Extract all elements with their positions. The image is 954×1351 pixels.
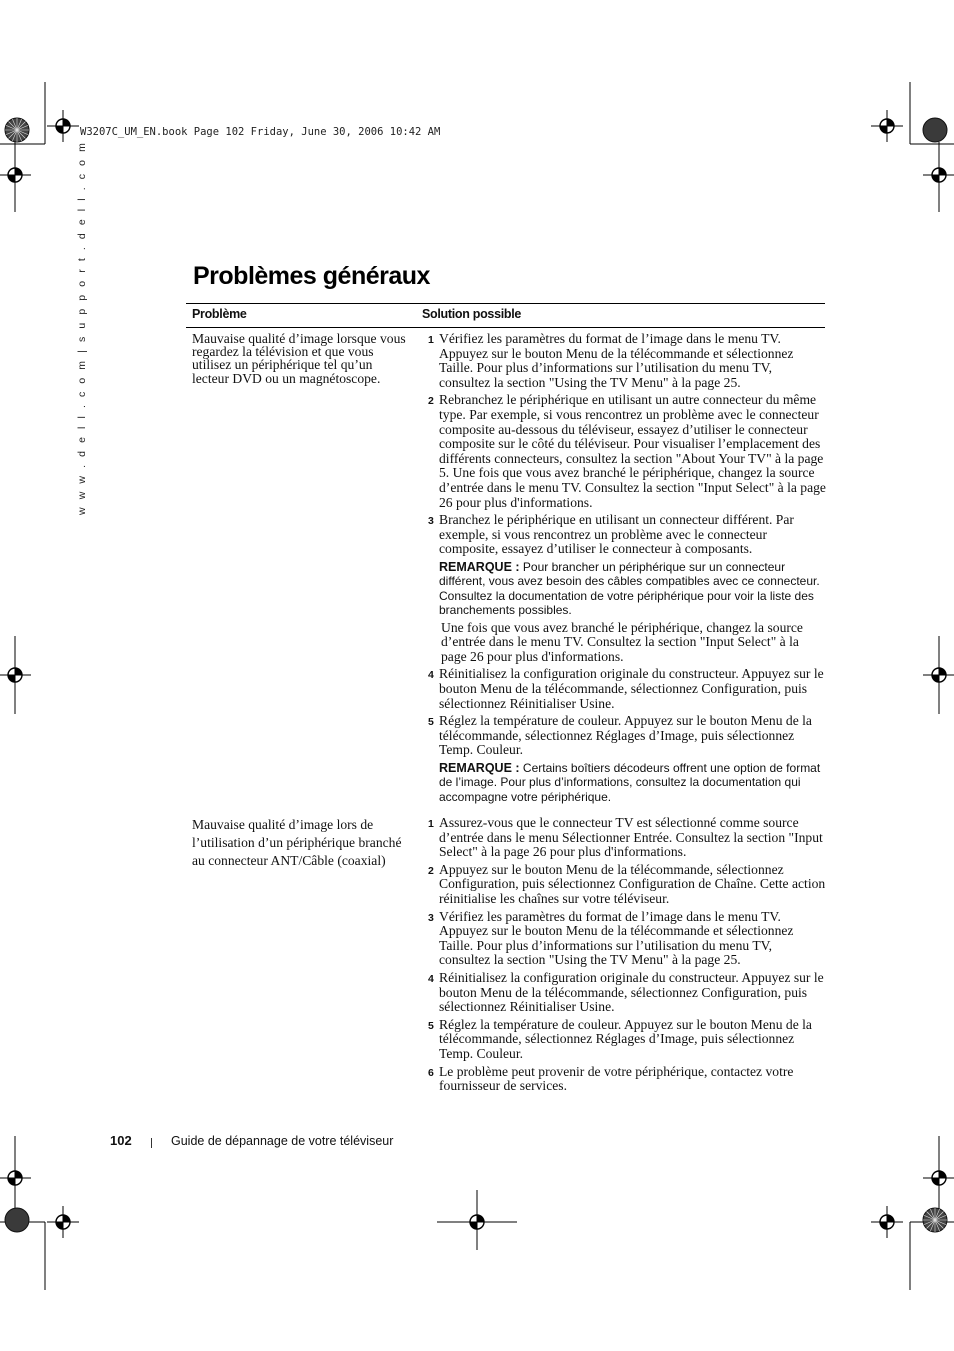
solution-cell-1 — [428, 332, 826, 807]
book-header-line: W3207C_UM_EN.book Page 102 Friday, June 30, 2006 10:42 AM — [80, 126, 441, 138]
step-number: 2 — [428, 864, 434, 877]
step-number: 1 — [428, 334, 434, 346]
step-text: Le problème peut provenir de votre périphérique, contactez votre fournisseur de services. — [439, 1063, 794, 1094]
step-number: 6 — [428, 1066, 434, 1079]
column-header-problem: Problème — [192, 307, 247, 321]
note-label: REMARQUE : — [439, 559, 520, 574]
solution-step — [428, 393, 826, 510]
solution-step — [428, 667, 826, 711]
step-text: Réglez la température de couleur. Appuyez sur le bouton Menu de la télécommande, sélectionnez Réglages d’Image, puis sélectionnez Temp. Couleur. — [439, 713, 812, 758]
footer-section-title: Guide de dépannage de votre téléviseur — [171, 1134, 394, 1148]
note-label: REMARQUE : — [439, 760, 520, 775]
step-text: Réinitialisez la configuration originale du constructeur. Appuyez sur le bouton Menu de la télécommande, sélectionnez Configuration, puis sélectionnez Réinitialiser Usine. — [439, 969, 824, 1015]
footer-separator — [151, 1138, 152, 1148]
step-number: 5 — [428, 716, 434, 729]
solution-step — [428, 971, 826, 1015]
solution-step — [428, 714, 826, 758]
problem-cell-1: Mauvaise qualité d’image lorsque vous regardez la télévision et que vous utilisez un périphérique tel qu’un lecteur DVD ou un magnétoscope. — [192, 331, 406, 386]
step-text: Réinitialisez la configuration originale du constructeur. Appuyez sur le bouton Menu de la télécommande, sélectionnez Configuration, puis sélectionnez Réinitialiser Usine. — [439, 666, 824, 711]
step-text: Vérifiez les paramètres du format de l’image dans le menu TV. Appuyez sur le bouton Menu de la télécommande et sélectionnez Taille. Pour plus d’informations sur l’utilisation du menu TV, consultez la section "Using the TV Menu" à la page 25. — [439, 908, 794, 968]
step-text: Branchez le périphérique en utilisant un connecteur différent. Par exemple, si vous rencontrez un problème avec le connecteur composite, essayez d’utiliser le connecteur à composants. — [439, 512, 794, 557]
step-text: Appuyez sur le bouton Menu de la télécommande, sélectionnez Configuration, puis sélectionnez Configuration de Chaîne. Cette action réinitialise les chaînes sur votre téléviseur. — [439, 861, 826, 906]
solution-step — [428, 816, 826, 860]
solution-step — [428, 1065, 826, 1094]
table-header-rule — [186, 327, 825, 328]
solution-step — [428, 910, 826, 968]
step-number: 4 — [428, 669, 434, 682]
note-text: Certains boîtiers décodeurs offrent une option de format de l’image. Pour plus d’informations, consultez la documentation qui accompagne votre périphérique. — [439, 760, 821, 804]
solution-step — [428, 332, 826, 390]
step-number: 4 — [428, 972, 434, 985]
step-number: 3 — [428, 515, 434, 528]
page-number: 102 — [110, 1133, 132, 1148]
step-text: Réglez la température de couleur. Appuyez sur le bouton Menu de la télécommande, sélectionnez Réglages d’Image, puis sélectionnez Temp. Couleur. — [439, 1016, 812, 1061]
step-number: 5 — [428, 1019, 434, 1032]
step-text: Assurez-vous que le connecteur TV est sélectionné comme source d’entrée dans le menu Sélectionner Entrée. Consultez la section "Input Select" à la page 26 pour plus d'informations. — [439, 815, 823, 860]
step-number: 2 — [428, 395, 434, 408]
solution-step — [428, 1018, 826, 1062]
problem-cell-2: Mauvaise qualité d’image lors de l’utilisation d’un périphérique branché au connecteur ANT/Câble (coaxial) — [192, 817, 402, 868]
side-url: w w w . d e l l . c o m | s u p p o r t . d e l l . c o m — [76, 140, 88, 515]
solution-step — [428, 863, 826, 907]
column-header-solution: Solution possible — [422, 307, 522, 321]
step-number: 1 — [428, 818, 434, 830]
solution-step — [428, 513, 826, 557]
page-title: Problèmes généraux — [193, 262, 430, 290]
note-block — [428, 761, 826, 804]
note-text: Pour brancher un périphérique sur un connecteur différent, vous avez besoin des câbles compatibles avec ce connecteur. Consultez la documentation de votre périphérique pour voir la liste des branchements possibles. — [439, 559, 820, 618]
step-continuation: Une fois que vous avez branché le périphérique, changez la source d’entrée dans le menu TV. Consultez la section "Input Select" à la page 26 pour plus d'informations. — [441, 619, 803, 664]
note-block — [428, 560, 826, 618]
solution-cell-2 — [428, 816, 826, 1097]
step-number: 3 — [428, 911, 434, 924]
table-top-rule — [186, 303, 825, 304]
step-text: Rebranchez le périphérique en utilisant un autre connecteur du même type. Par exemple, si vous rencontrez un problème avec le connecteur composite au-dessous du téléviseur, essayez d’utiliser le connecteur composite sur le côté du téléviseur. Pour visualiser l’emplacement des différents connecteurs, consultez la section "About Your TV" à la page 5. Une fois que vous avez branché le périphérique, changez la source d’entrée dans le menu TV. Consultez la section "Input Select" à la page 26 pour plus d'informations. — [439, 392, 826, 510]
step-text: Vérifiez les paramètres du format de l’image dans le menu TV. Appuyez sur le bouton Menu de la télécommande et sélectionnez Taille. Pour plus d’informations sur l’utilisation du menu TV, consultez la section "Using the TV Menu" à la page 25. — [439, 331, 794, 390]
